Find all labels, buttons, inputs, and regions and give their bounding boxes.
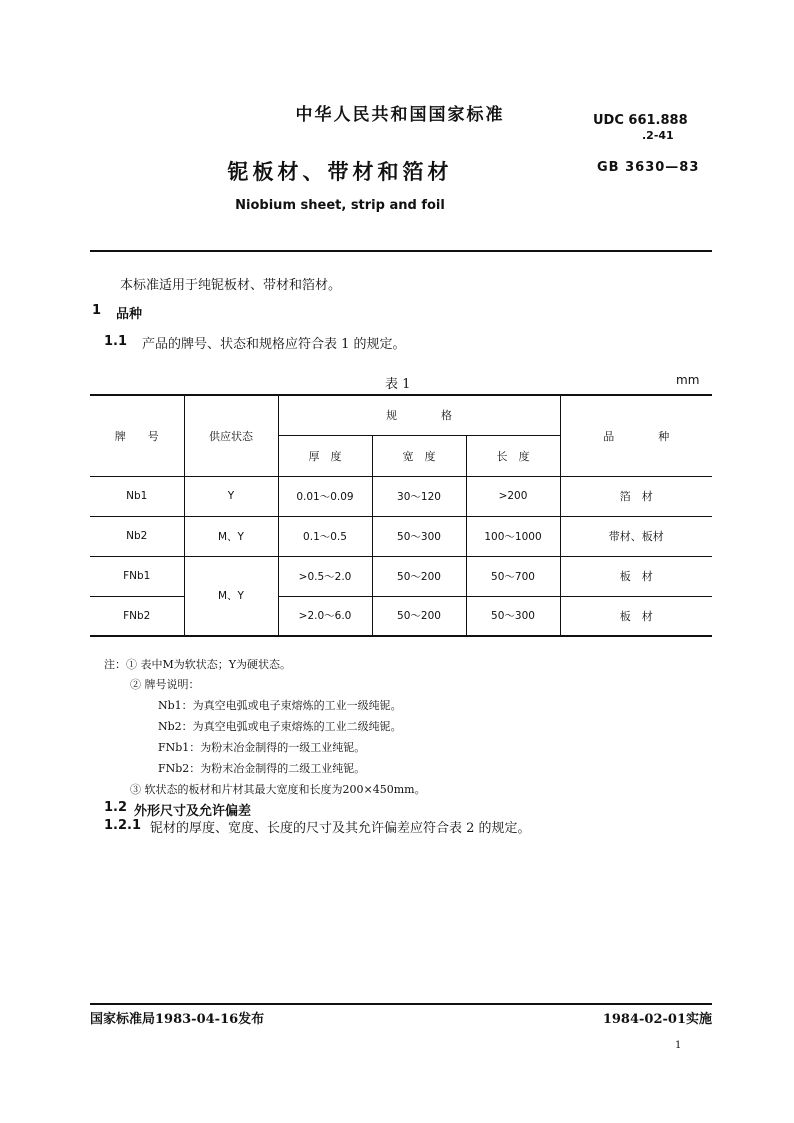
document-title-cn: 铌板材、带材和箔材 bbox=[227, 159, 453, 184]
cell-grade: FNb1 bbox=[90, 556, 184, 596]
cell-thickness: >0.5～2.0 bbox=[278, 556, 372, 596]
header-grade: 牌 号 bbox=[90, 395, 184, 476]
gb-code: GB 3630—83 bbox=[597, 160, 700, 175]
header-state: 供应状态 bbox=[184, 395, 278, 476]
header-length: 长 度 bbox=[466, 435, 560, 476]
clause-1-1-number: 1.1 bbox=[104, 334, 128, 349]
note-2-nb1: Nb1：为真空电弧或电子束熔炼的工业一级纯铌。 bbox=[158, 699, 402, 712]
cell-length: >200 bbox=[466, 476, 560, 516]
cell-variety: 箔 材 bbox=[560, 476, 712, 516]
standard-type-heading: 中华人民共和国国家标准 bbox=[295, 105, 505, 125]
cell-width: 50～200 bbox=[372, 596, 466, 636]
clause-1-2-1-number: 1.2.1 bbox=[104, 818, 142, 833]
clause-1-2-1-text: 铌材的厚度、宽度、长度的尺寸及其允许偏差应符合表 2 的规定。 bbox=[150, 821, 531, 836]
table-1 bbox=[90, 394, 712, 637]
table-1-unit: mm bbox=[676, 373, 700, 387]
cell-length: 50～700 bbox=[466, 556, 560, 596]
cell-thickness: 0.1～0.5 bbox=[278, 516, 372, 556]
note-1: 注：① 表中M为软状态；Y为硬状态。 bbox=[104, 658, 292, 671]
section-1-title: 品种 bbox=[116, 307, 143, 322]
section-1-number: 1 bbox=[92, 303, 102, 318]
udc-code: UDC 661.888 bbox=[593, 113, 688, 128]
cell-width: 50～200 bbox=[372, 556, 466, 596]
header-divider bbox=[90, 250, 712, 252]
cell-grade: Nb1 bbox=[90, 476, 184, 516]
footer-divider bbox=[90, 1003, 712, 1005]
issue-date: 国家标准局1983-04-16发布 bbox=[90, 1012, 265, 1027]
table-row bbox=[90, 516, 712, 556]
cell-variety: 板 材 bbox=[560, 596, 712, 636]
cell-state: M、Y bbox=[184, 516, 278, 556]
table-row bbox=[90, 556, 712, 596]
cell-thickness: >2.0～6.0 bbox=[278, 596, 372, 636]
note-2: ② 牌号说明： bbox=[130, 678, 200, 691]
scope-paragraph: 本标准适用于纯铌板材、带材和箔材。 bbox=[120, 278, 342, 293]
note-2-nb2: Nb2：为真空电弧或电子束熔炼的工业二级纯铌。 bbox=[158, 720, 402, 733]
cell-variety: 带材、板材 bbox=[560, 516, 712, 556]
table-1-caption: 表 1 bbox=[385, 377, 411, 392]
note-2-fnb2: FNb2：为粉末冶金制得的二级工业纯铌。 bbox=[158, 762, 366, 775]
cell-state-merged: M、Y bbox=[184, 556, 278, 636]
cell-length: 100～1000 bbox=[466, 516, 560, 556]
table-row bbox=[90, 476, 712, 516]
header-width: 宽 度 bbox=[372, 435, 466, 476]
cell-grade: FNb2 bbox=[90, 596, 184, 636]
clause-1-1-text: 产品的牌号、状态和规格应符合表 1 的规定。 bbox=[142, 337, 406, 352]
cell-state: Y bbox=[184, 476, 278, 516]
clause-1-2-number: 1.2 bbox=[104, 800, 128, 815]
cell-length: 50～300 bbox=[466, 596, 560, 636]
header-spec: 规 格 bbox=[278, 395, 560, 435]
document-title-en: Niobium sheet, strip and foil bbox=[235, 198, 445, 213]
header-variety: 品 种 bbox=[560, 395, 712, 476]
cell-grade: Nb2 bbox=[90, 516, 184, 556]
effective-date: 1984-02-01实施 bbox=[602, 1012, 712, 1027]
clause-1-2-title: 外形尺寸及允许偏差 bbox=[134, 804, 252, 819]
page-number: 1 bbox=[675, 1040, 682, 1051]
udc-code-continuation: .2-41 bbox=[642, 129, 674, 142]
table-row bbox=[90, 596, 712, 636]
note-2-fnb1: FNb1：为粉末冶金制得的一级工业纯铌。 bbox=[158, 741, 366, 754]
note-3: ③ 软状态的板材和片材其最大宽度和长度为200×450mm。 bbox=[130, 783, 426, 796]
header-thickness: 厚 度 bbox=[278, 435, 372, 476]
cell-variety: 板 材 bbox=[560, 556, 712, 596]
cell-thickness: 0.01～0.09 bbox=[278, 476, 372, 516]
cell-width: 50～300 bbox=[372, 516, 466, 556]
cell-width: 30～120 bbox=[372, 476, 466, 516]
